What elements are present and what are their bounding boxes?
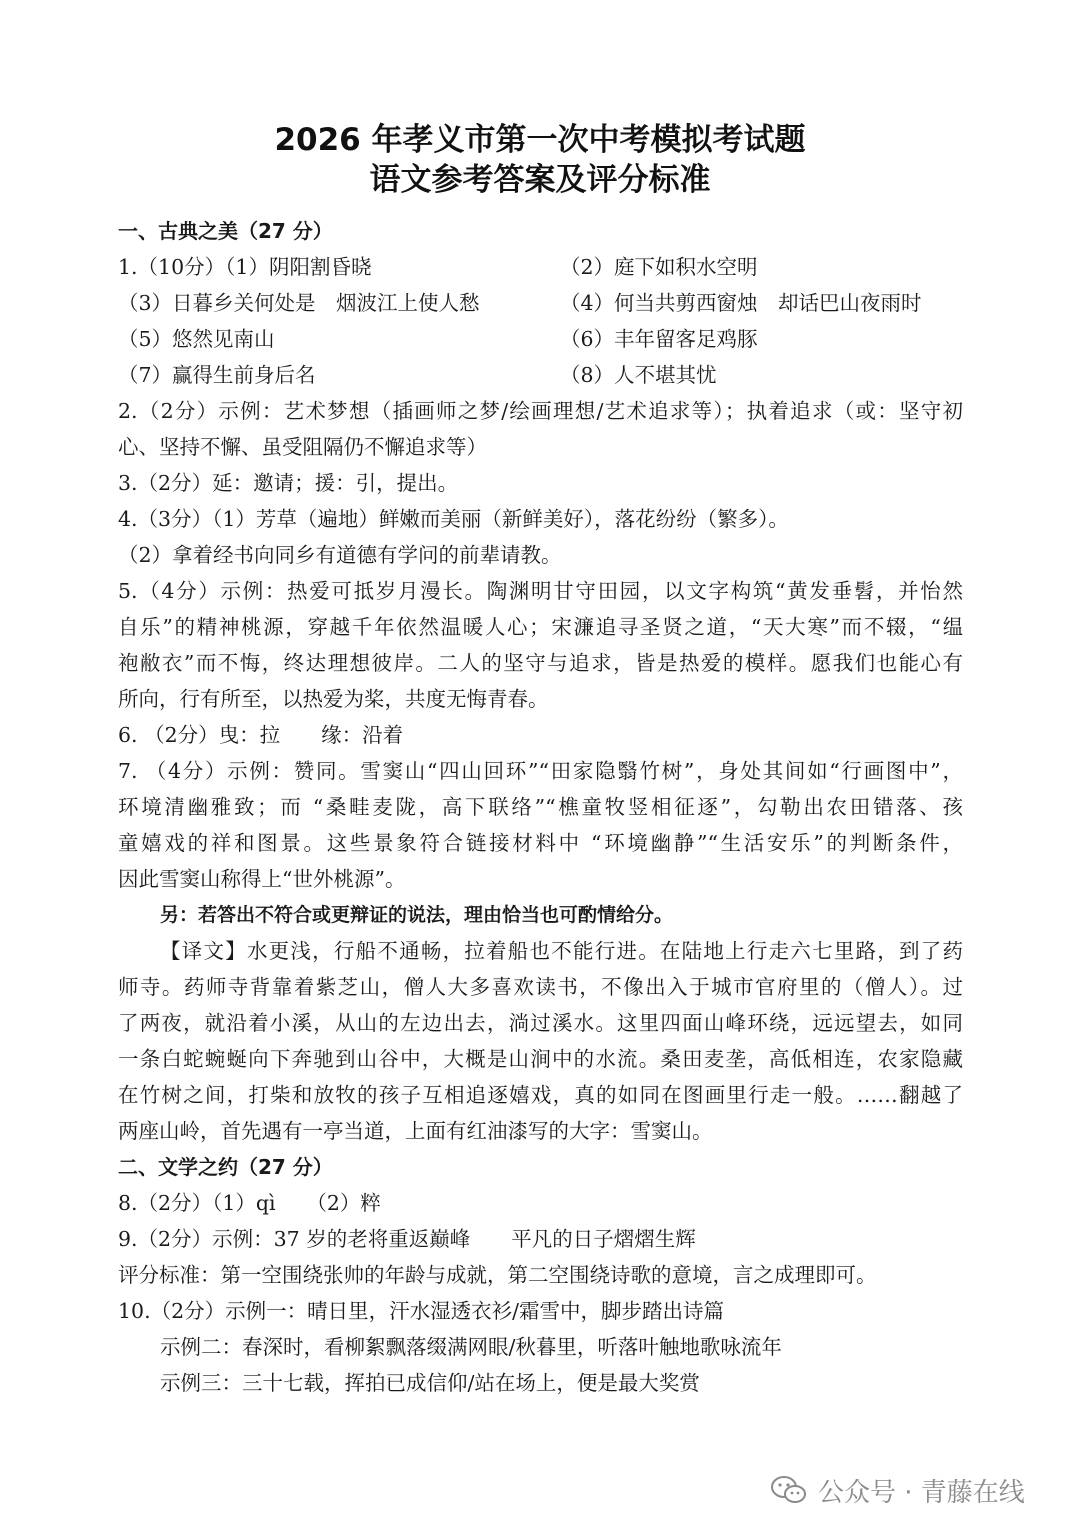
wechat-icon — [770, 1475, 808, 1505]
translation-line-4: 一条白蛇蜿蜒向下奔驰到山谷中，大概是山涧中的水流。桑田麦垄，高低相连，农家隐藏 — [118, 1047, 963, 1071]
q7-line-1: 7. （4分）示例：赞同。雪窦山“四山回环”“田家隐翳竹树”，身处其间如“行画图中”， — [118, 759, 963, 783]
q1-item-4: （4）何当共剪西窗烛 却话巴山夜雨时 — [560, 291, 922, 315]
q2-line-1: 2.（2分）示例：艺术梦想（插画师之梦/绘画理想/艺术追求等）；执着追求（或：坚守初 — [118, 399, 963, 423]
watermark-text: 公众号 · 青藤在线 — [818, 1477, 1025, 1508]
q10-example-1: 10.（2分）示例一：晴日里，汗水湿透衣衫/霜雪中，脚步踏出诗篇 — [118, 1299, 725, 1323]
q1-item-8: （8）人不堪其忧 — [560, 363, 717, 387]
page-title: 2026 年孝义市第一次中考模拟考试题 — [274, 122, 806, 158]
translation-line-3: 了两夜，就沿着小溪，从山的左边出去，淌过溪水。这里四面山峰环绕，远远望去，如同 — [118, 1011, 963, 1035]
translation-line-5: 在竹树之间，打柴和放牧的孩子互相追逐嬉戏，真的如同在图画里行走一般。……翻越了 — [118, 1083, 963, 1107]
q7-line-4: 因此雪窦山称得上“世外桃源”。 — [118, 867, 406, 891]
q1-lead: 1.（10分） — [118, 255, 226, 279]
q1-item-7: （7）赢得生前身后名 — [118, 363, 316, 387]
q5-line-1: 5.（4分）示例：热爱可抵岁月漫长。陶渊明甘守田园，以文字构筑“黄发垂髫，并怡然 — [118, 579, 963, 603]
q9-scoring-standard: 评分标准：第一空围绕张帅的年龄与成就，第二空围绕诗歌的意境，言之成理即可。 — [118, 1263, 877, 1287]
q7-scoring-note: 另：若答出不符合或更辩证的说法，理由恰当也可酌情给分。 — [160, 904, 674, 926]
q1-item-1: （1）阴阳割昏晓 — [225, 255, 372, 279]
q7-line-2: 环境清幽雅致；而 “桑畦麦陇，高下联络”“樵童牧竖相征逐”，勾勒出农田错落、孩 — [118, 795, 963, 819]
q10-example-2: 示例二：春深时，看柳絮飘落缀满网眼/秋暮里，听落叶触地歌咏流年 — [160, 1335, 782, 1359]
translation-line-2: 师寺。药师寺背靠着紫芝山，僧人大多喜欢读书，不像出入于城市官府里的（僧人）。过 — [118, 975, 963, 999]
q1-item-2: （2）庭下如积水空明 — [560, 255, 758, 279]
q1-item-3: （3）日暮乡关何处是 烟波江上使人愁 — [118, 291, 480, 315]
page-subtitle: 语文参考答案及评分标准 — [369, 162, 711, 198]
q5-line-3: 袍敝衣”而不悔，终达理想彼岸。二人的坚守与追求，皆是热爱的模样。愿我们也能心有 — [118, 651, 963, 675]
q5-line-4: 所向，行有所至，以热爱为桨，共度无悔青春。 — [118, 687, 549, 711]
section-heading-literature: 二、文学之约（27 分） — [118, 1155, 333, 1179]
q7-line-3: 童嬉戏的祥和图景。这些景象符合链接材料中 “环境幽静”“生活安乐”的判断条件， — [118, 831, 963, 855]
watermark — [770, 1470, 1025, 1510]
section-heading-classical: 一、古典之美（27 分） — [118, 219, 333, 243]
q4-line-2: （2）拿着经书向同乡有道德有学问的前辈请教。 — [118, 543, 562, 567]
q3-answer: 3.（2分）延：邀请；援：引，提出。 — [118, 471, 459, 495]
q10-example-3: 示例三：三十七载，挥拍已成信仰/站在场上，便是最大奖赏 — [160, 1371, 700, 1395]
q4-line-1: 4.（3分）（1）芳草（遍地）鲜嫩而美丽（新鲜美好），落花纷纷（繁多）。 — [118, 507, 789, 531]
q6-answer: 6. （2分）曳：拉 缘：沿着 — [118, 723, 404, 747]
q8-answer: 8.（2分）（1）qì （2）粹 — [118, 1191, 381, 1215]
q5-line-2: 自乐”的精神桃源，穿越千年依然温暖人心；宋濂追寻圣贤之道，“天大寒”而不辍，“缊 — [118, 615, 963, 639]
q1-item-5: （5）悠然见南山 — [118, 327, 275, 351]
q1-item-6: （6）丰年留客足鸡豚 — [560, 327, 758, 351]
translation-line-6: 两座山岭，首先遇有一亭当道，上面有红油漆写的大字：雪窦山。 — [118, 1119, 713, 1143]
translation-line-1: 【译文】水更浅，行船不通畅，拉着船也不能行进。在陆地上行走六七里路，到了药 — [160, 939, 963, 963]
q9-answer: 9.（2分）示例：37 岁的老将重返巅峰 平凡的日子熠熠生辉 — [118, 1227, 696, 1251]
q2-line-2: 心、坚持不懈、虽受阻隔仍不懈追求等） — [118, 435, 487, 459]
